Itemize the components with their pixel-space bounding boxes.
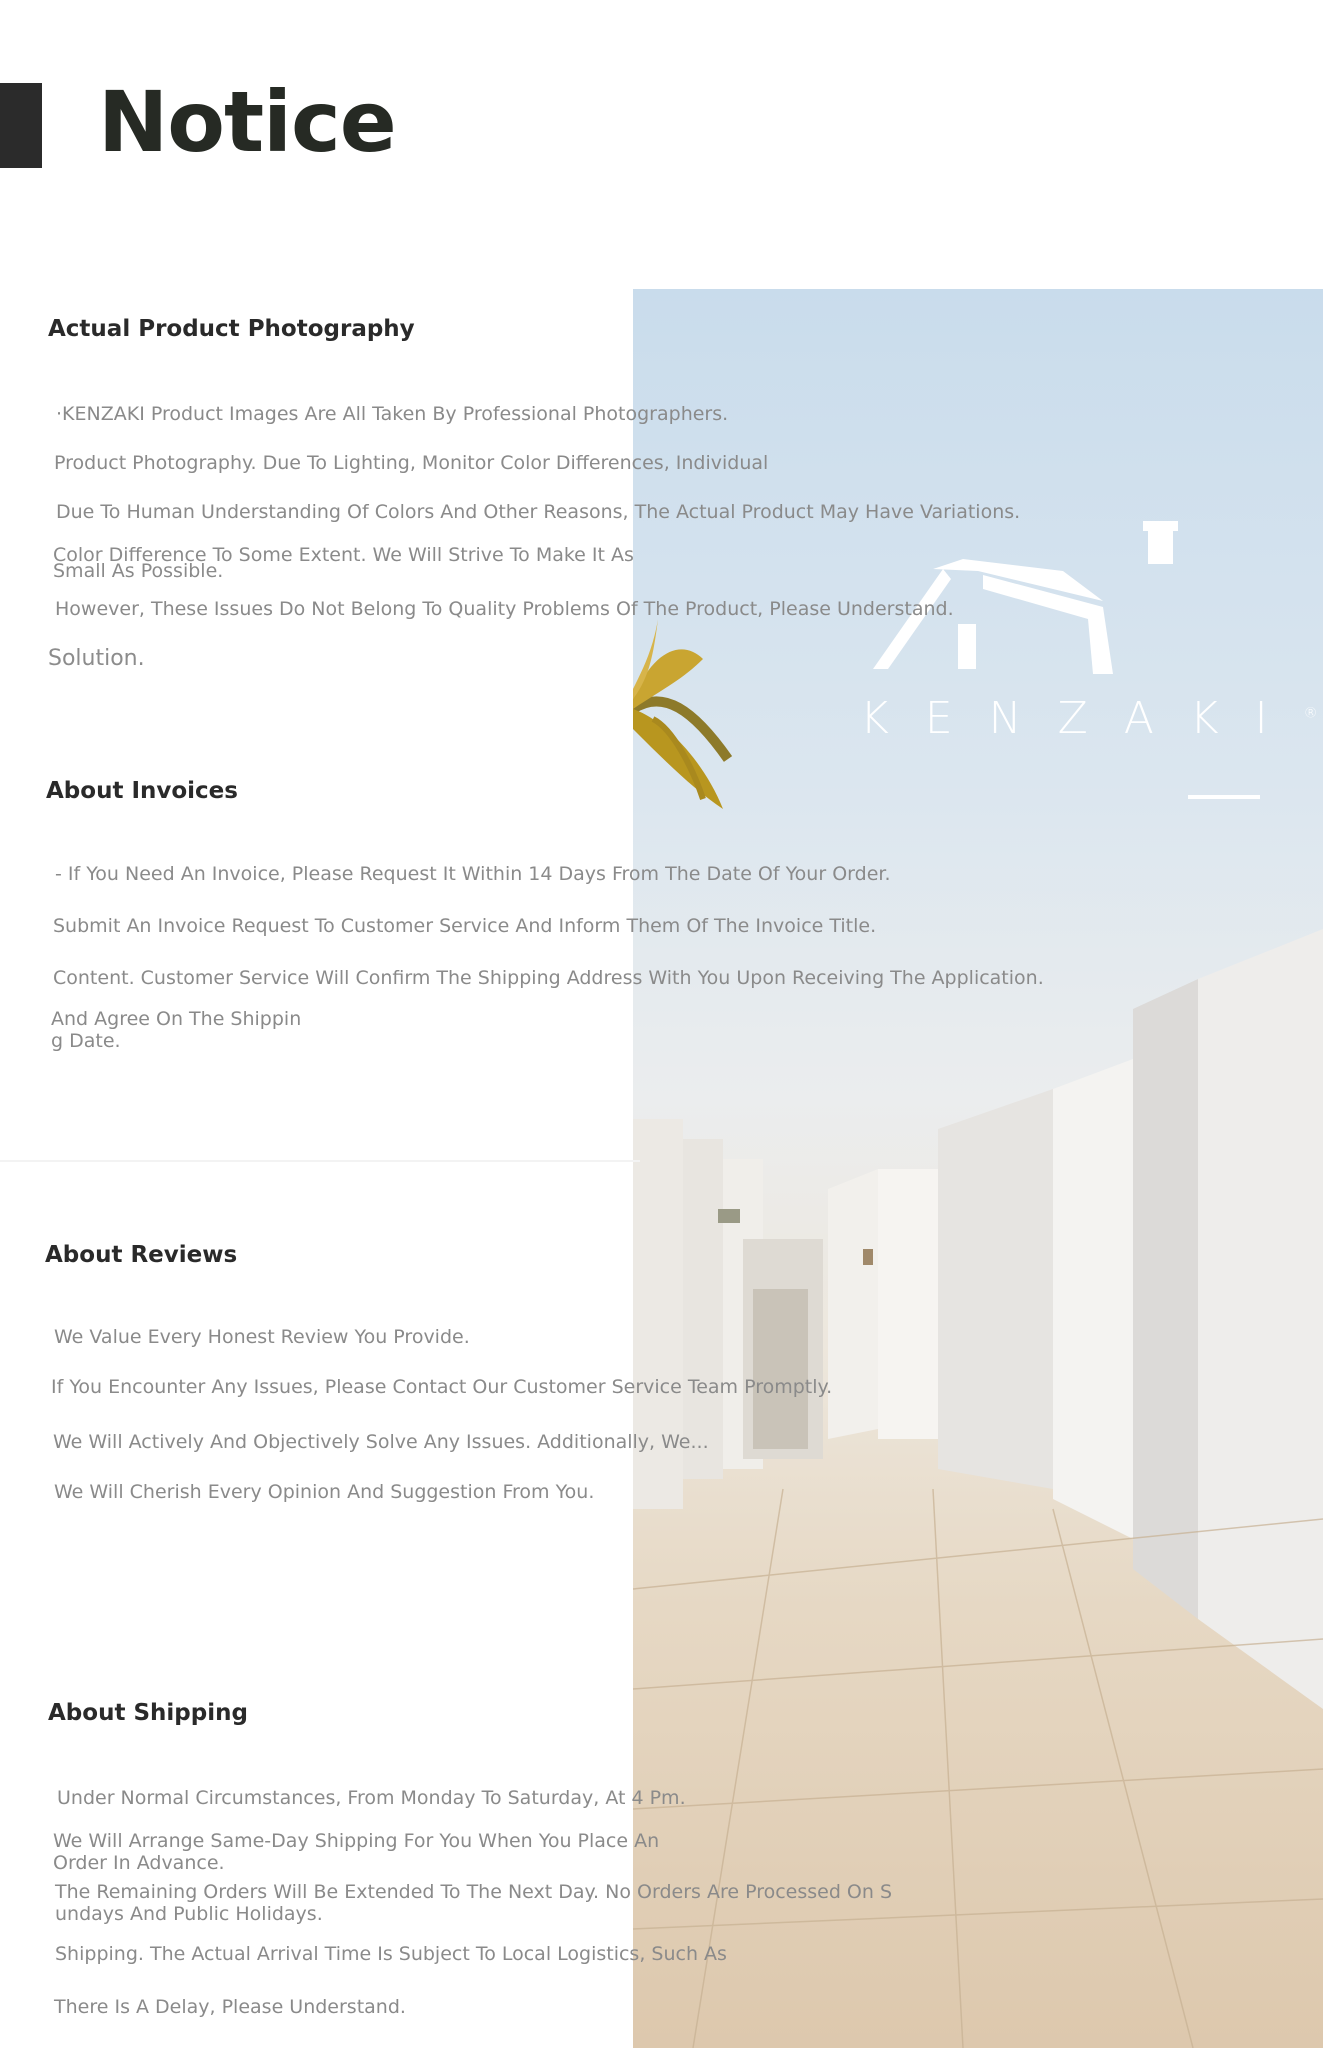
reviews-line-4: We Will Cherish Every Opinion And Suggestion From You. — [54, 1481, 595, 1503]
shipping-line-2: We Will Arrange Same-Day Shipping For You When You Place An — [53, 1830, 660, 1852]
section-heading-shipping: About Shipping — [48, 1700, 248, 1726]
invoices-line-1: - If You Need An Invoice, Please Request It Within 14 Days From The Date Of Your Order. — [55, 863, 891, 885]
background-photo — [633, 289, 1323, 2048]
white-buildings — [633, 929, 1323, 1709]
invoices-line-4: And Agree On The Shippin — [51, 1008, 302, 1030]
photography-line-1: ·KENZAKI Product Images Are All Taken By Professional Photographers. — [56, 403, 729, 425]
photography-line-6: However, These Issues Do Not Belong To Quality Problems Of The Product, Please Understand. — [55, 598, 954, 620]
section-heading-reviews: About Reviews — [45, 1242, 238, 1268]
invoices-line-2: Submit An Invoice Request To Customer Service And Inform Them Of The Invoice Title. — [53, 915, 877, 937]
reviews-line-3: We Will Actively And Objectively Solve Any Issues. Additionally, We... — [53, 1431, 709, 1453]
section-heading-photography: Actual Product Photography — [48, 316, 415, 342]
shipping-line-3: Order In Advance. — [53, 1852, 225, 1874]
shipping-line-6: Shipping. The Actual Arrival Time Is Subject To Local Logistics, Such As — [55, 1943, 727, 1965]
invoices-line-3: Content. Customer Service Will Confirm The Shipping Address With You Upon Receiving The Application. — [53, 967, 1044, 989]
photography-line-3: Due To Human Understanding Of Colors And Other Reasons, The Actual Product May Have Variations. — [56, 501, 1021, 523]
photography-line-5: Small As Possible. — [53, 560, 224, 582]
registered-mark: ® — [1303, 705, 1318, 722]
title-accent-bar — [0, 83, 42, 168]
page-title: Notice — [98, 73, 396, 171]
shipping-line-7: There Is A Delay, Please Understand. — [54, 1996, 406, 2018]
photography-line-2: Product Photography. Due To Lighting, Monitor Color Differences, Individual — [54, 452, 769, 474]
reviews-line-2: If You Encounter Any Issues, Please Contact Our Customer Service Team Promptly. — [51, 1376, 833, 1398]
logo-underline — [1188, 795, 1260, 799]
shipping-line-4: The Remaining Orders Will Be Extended To The Next Day. No Orders Are Processed On S — [55, 1881, 893, 1903]
section-heading-invoices: About Invoices — [46, 778, 238, 804]
photography-line-4: Color Difference To Some Extent. We Will Strive To Make It As — [53, 544, 634, 566]
reviews-line-1: We Value Every Honest Review You Provide. — [54, 1326, 470, 1348]
shipping-line-1: Under Normal Circumstances, From Monday To Saturday, At 4 Pm. — [57, 1787, 686, 1809]
brand-logo-text: KENZAKI® — [860, 693, 1318, 744]
invoices-line-5: g Date. — [51, 1030, 121, 1052]
photography-line-7: Solution. — [48, 646, 145, 671]
palm-tree-icon — [633, 619, 728, 809]
section-divider — [0, 1160, 640, 1162]
shipping-line-5: undays And Public Holidays. — [55, 1903, 323, 1925]
